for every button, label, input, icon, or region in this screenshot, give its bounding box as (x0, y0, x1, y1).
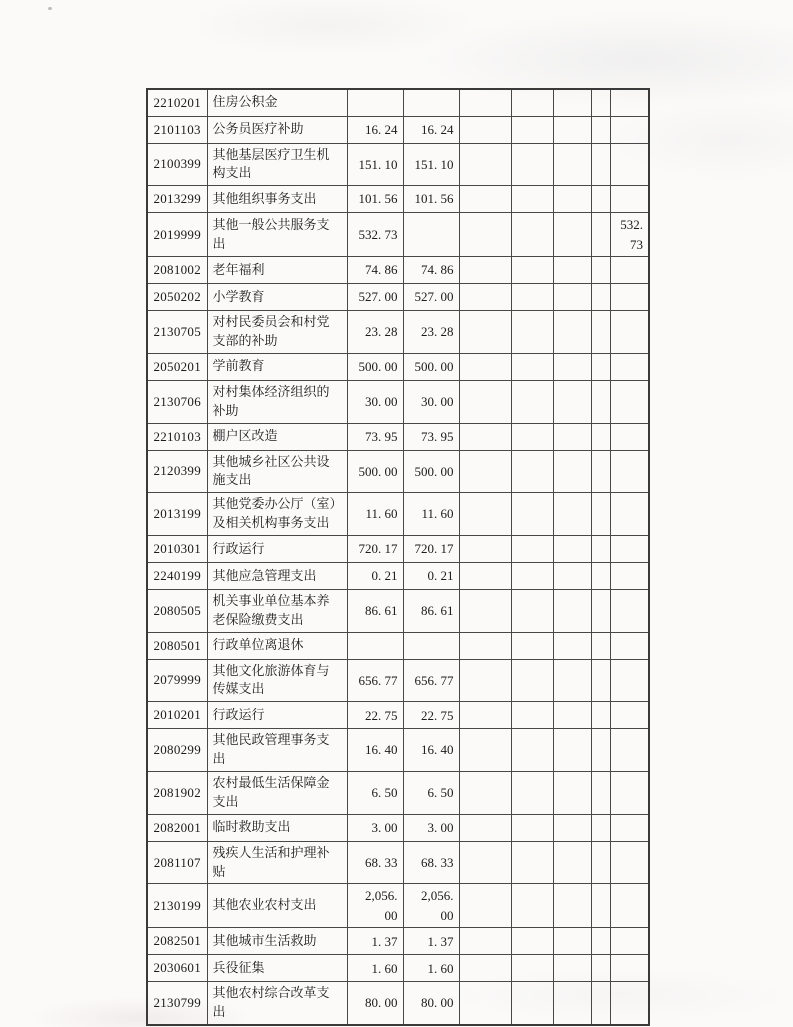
amount-cell (511, 632, 553, 659)
amount-cell: 73. 95 (403, 423, 459, 450)
amount-cell (511, 143, 553, 186)
budget-expenditure-table (146, 88, 650, 1026)
subject-code-cell: 2081002 (147, 257, 207, 284)
amount-cell (511, 423, 553, 450)
amount-cell (610, 562, 649, 589)
subject-code-cell: 2013299 (147, 186, 207, 213)
amount-cell (459, 928, 511, 955)
amount-cell (591, 257, 610, 284)
amount-cell (553, 659, 591, 702)
amount-cell (591, 982, 610, 1025)
amount-cell: 1. 37 (403, 928, 459, 955)
amount-cell (553, 632, 591, 659)
subject-name-cell: 兵役征集 (207, 955, 347, 982)
amount-cell (553, 423, 591, 450)
amount-cell (511, 955, 553, 982)
amount-cell: 500. 00 (403, 353, 459, 380)
amount-cell: 16. 40 (347, 729, 403, 772)
subject-name-cell: 公务员医疗补助 (207, 116, 347, 143)
amount-cell: 2,056. 00 (347, 884, 403, 928)
amount-cell (591, 814, 610, 841)
amount-cell (553, 257, 591, 284)
amount-cell (553, 311, 591, 354)
subject-code-cell: 2130799 (147, 982, 207, 1025)
subject-name-cell: 其他城乡社区公共设施支出 (207, 450, 347, 493)
amount-cell (459, 589, 511, 632)
subject-name-cell: 对村集体经济组织的补助 (207, 380, 347, 423)
subject-code-cell: 2082001 (147, 814, 207, 841)
subject-code-cell: 2080505 (147, 589, 207, 632)
amount-cell (511, 450, 553, 493)
amount-cell (511, 89, 553, 116)
amount-cell (511, 116, 553, 143)
amount-cell (553, 772, 591, 815)
table-row (147, 353, 649, 380)
amount-cell (610, 143, 649, 186)
amount-cell (459, 982, 511, 1025)
amount-cell (591, 311, 610, 354)
subject-name-cell: 农村最低生活保障金支出 (207, 772, 347, 815)
subject-code-cell: 2030601 (147, 955, 207, 982)
amount-cell: 720. 17 (403, 535, 459, 562)
table-row (147, 186, 649, 213)
amount-cell (553, 213, 591, 257)
amount-cell (553, 450, 591, 493)
table-row (147, 562, 649, 589)
amount-cell (591, 380, 610, 423)
amount-cell (553, 116, 591, 143)
amount-cell (610, 589, 649, 632)
amount-cell (591, 213, 610, 257)
amount-cell (610, 659, 649, 702)
amount-cell (591, 632, 610, 659)
amount-cell: 30. 00 (347, 380, 403, 423)
amount-cell (610, 186, 649, 213)
amount-cell (553, 562, 591, 589)
amount-cell (610, 380, 649, 423)
amount-cell (610, 353, 649, 380)
amount-cell (553, 702, 591, 729)
amount-cell: 101. 56 (347, 186, 403, 213)
amount-cell: 16. 24 (403, 116, 459, 143)
amount-cell (553, 841, 591, 884)
subject-name-cell: 其他党委办公厅（室）及相关机构事务支出 (207, 493, 347, 536)
amount-cell (591, 116, 610, 143)
amount-cell (553, 729, 591, 772)
subject-name-cell: 行政单位离退休 (207, 632, 347, 659)
subject-code-cell: 2210103 (147, 423, 207, 450)
scan-artifact-speck (48, 7, 52, 10)
amount-cell (553, 493, 591, 536)
subject-code-cell: 2130705 (147, 311, 207, 354)
amount-cell (459, 814, 511, 841)
amount-cell (459, 562, 511, 589)
amount-cell (511, 535, 553, 562)
subject-name-cell: 临时救助支出 (207, 814, 347, 841)
amount-cell (610, 493, 649, 536)
subject-name-cell: 机关事业单位基本养老保险缴费支出 (207, 589, 347, 632)
amount-cell (511, 284, 553, 311)
subject-code-cell: 2120399 (147, 450, 207, 493)
table-row (147, 535, 649, 562)
amount-cell (403, 213, 459, 257)
amount-cell (591, 955, 610, 982)
amount-cell: 6. 50 (347, 772, 403, 815)
amount-cell: 532. 73 (347, 213, 403, 257)
subject-code-cell: 2010301 (147, 535, 207, 562)
amount-cell (459, 353, 511, 380)
amount-cell (591, 284, 610, 311)
amount-cell (553, 186, 591, 213)
subject-name-cell: 老年福利 (207, 257, 347, 284)
subject-code-cell: 2079999 (147, 659, 207, 702)
amount-cell (459, 380, 511, 423)
amount-cell (610, 116, 649, 143)
amount-cell (591, 89, 610, 116)
subject-code-cell: 2010201 (147, 702, 207, 729)
amount-cell (591, 729, 610, 772)
amount-cell (459, 284, 511, 311)
subject-name-cell: 行政运行 (207, 702, 347, 729)
subject-code-cell: 2080501 (147, 632, 207, 659)
amount-cell: 30. 00 (403, 380, 459, 423)
amount-cell: 80. 00 (403, 982, 459, 1025)
amount-cell (610, 884, 649, 928)
subject-code-cell: 2050201 (147, 353, 207, 380)
amount-cell (591, 884, 610, 928)
amount-cell (511, 213, 553, 257)
amount-cell: 11. 60 (347, 493, 403, 536)
table-row (147, 450, 649, 493)
amount-cell (511, 380, 553, 423)
table-row (147, 659, 649, 702)
amount-cell: 68. 33 (403, 841, 459, 884)
amount-cell: 151. 10 (347, 143, 403, 186)
amount-cell: 11. 60 (403, 493, 459, 536)
subject-name-cell: 残疾人生活和护理补贴 (207, 841, 347, 884)
subject-name-cell: 小学教育 (207, 284, 347, 311)
amount-cell (403, 632, 459, 659)
subject-name-cell: 其他农业农村支出 (207, 884, 347, 928)
amount-cell: 532. 73 (610, 213, 649, 257)
amount-cell (459, 450, 511, 493)
amount-cell (459, 213, 511, 257)
subject-name-cell: 住房公积金 (207, 89, 347, 116)
subject-name-cell: 其他组织事务支出 (207, 186, 347, 213)
amount-cell (610, 311, 649, 354)
amount-cell: 23. 28 (347, 311, 403, 354)
table-row (147, 257, 649, 284)
amount-cell (610, 702, 649, 729)
amount-cell (511, 659, 553, 702)
subject-code-cell: 2130199 (147, 884, 207, 928)
table-row (147, 589, 649, 632)
amount-cell (553, 89, 591, 116)
subject-code-cell: 2210201 (147, 89, 207, 116)
amount-cell (591, 423, 610, 450)
amount-cell (610, 257, 649, 284)
amount-cell (610, 772, 649, 815)
table-row (147, 702, 649, 729)
amount-cell: 656. 77 (403, 659, 459, 702)
subject-name-cell: 其他基层医疗卫生机构支出 (207, 143, 347, 186)
amount-cell (459, 955, 511, 982)
table-row (147, 423, 649, 450)
amount-cell (591, 143, 610, 186)
subject-code-cell: 2101103 (147, 116, 207, 143)
amount-cell: 86. 61 (347, 589, 403, 632)
subject-name-cell: 其他民政管理事务支出 (207, 729, 347, 772)
amount-cell (591, 589, 610, 632)
amount-cell: 0. 21 (347, 562, 403, 589)
subject-code-cell: 2080299 (147, 729, 207, 772)
amount-cell: 527. 00 (347, 284, 403, 311)
subject-code-cell: 2082501 (147, 928, 207, 955)
subject-name-cell: 对村民委员会和村党支部的补助 (207, 311, 347, 354)
amount-cell (511, 493, 553, 536)
amount-cell: 22. 75 (403, 702, 459, 729)
amount-cell: 1. 60 (347, 955, 403, 982)
amount-cell: 23. 28 (403, 311, 459, 354)
amount-cell (511, 814, 553, 841)
amount-cell (610, 955, 649, 982)
table-row (147, 841, 649, 884)
table-row (147, 632, 649, 659)
subject-code-cell: 2240199 (147, 562, 207, 589)
amount-cell (591, 353, 610, 380)
amount-cell (511, 589, 553, 632)
amount-cell (591, 659, 610, 702)
amount-cell: 101. 56 (403, 186, 459, 213)
amount-cell (347, 632, 403, 659)
subject-name-cell: 其他城市生活救助 (207, 928, 347, 955)
amount-cell (511, 311, 553, 354)
amount-cell (591, 493, 610, 536)
amount-cell (459, 186, 511, 213)
amount-cell: 16. 40 (403, 729, 459, 772)
amount-cell (610, 284, 649, 311)
amount-cell (610, 841, 649, 884)
subject-name-cell: 其他应急管理支出 (207, 562, 347, 589)
amount-cell (610, 423, 649, 450)
amount-cell (403, 89, 459, 116)
amount-cell (610, 729, 649, 772)
amount-cell (553, 814, 591, 841)
table-row (147, 814, 649, 841)
amount-cell: 500. 00 (403, 450, 459, 493)
amount-cell: 656. 77 (347, 659, 403, 702)
subject-name-cell: 其他农村综合改革支出 (207, 982, 347, 1025)
table-row (147, 116, 649, 143)
table-body (147, 89, 649, 1025)
amount-cell (459, 535, 511, 562)
amount-cell: 3. 00 (347, 814, 403, 841)
table-row (147, 213, 649, 257)
table-row (147, 493, 649, 536)
amount-cell: 0. 21 (403, 562, 459, 589)
amount-cell: 1. 37 (347, 928, 403, 955)
amount-cell (610, 89, 649, 116)
subject-name-cell: 学前教育 (207, 353, 347, 380)
amount-cell (459, 257, 511, 284)
amount-cell (591, 450, 610, 493)
amount-cell (553, 928, 591, 955)
amount-cell (459, 143, 511, 186)
amount-cell: 74. 86 (347, 257, 403, 284)
amount-cell (553, 982, 591, 1025)
amount-cell (459, 659, 511, 702)
amount-cell (591, 535, 610, 562)
amount-cell (553, 589, 591, 632)
amount-cell: 6. 50 (403, 772, 459, 815)
amount-cell: 720. 17 (347, 535, 403, 562)
amount-cell (459, 311, 511, 354)
amount-cell (511, 186, 553, 213)
table-row (147, 955, 649, 982)
amount-cell (459, 841, 511, 884)
amount-cell (511, 928, 553, 955)
table-row (147, 884, 649, 928)
subject-code-cell: 2081902 (147, 772, 207, 815)
amount-cell (459, 423, 511, 450)
table-row (147, 928, 649, 955)
amount-cell (459, 702, 511, 729)
amount-cell (553, 535, 591, 562)
amount-cell (610, 450, 649, 493)
amount-cell (610, 814, 649, 841)
table-row (147, 311, 649, 354)
table-row (147, 89, 649, 116)
amount-cell (511, 702, 553, 729)
table-row (147, 772, 649, 815)
amount-cell: 527. 00 (403, 284, 459, 311)
amount-cell (553, 353, 591, 380)
amount-cell (610, 632, 649, 659)
amount-cell: 500. 00 (347, 450, 403, 493)
amount-cell (553, 380, 591, 423)
amount-cell: 16. 24 (347, 116, 403, 143)
amount-cell: 68. 33 (347, 841, 403, 884)
table-row (147, 380, 649, 423)
amount-cell: 2,056. 00 (403, 884, 459, 928)
amount-cell: 74. 86 (403, 257, 459, 284)
amount-cell (459, 772, 511, 815)
amount-cell (459, 729, 511, 772)
amount-cell (591, 562, 610, 589)
amount-cell (511, 562, 553, 589)
subject-code-cell: 2013199 (147, 493, 207, 536)
amount-cell (591, 702, 610, 729)
amount-cell (591, 928, 610, 955)
amount-cell (459, 493, 511, 536)
amount-cell (591, 772, 610, 815)
amount-cell (511, 353, 553, 380)
amount-cell (459, 89, 511, 116)
table-row (147, 729, 649, 772)
amount-cell: 73. 95 (347, 423, 403, 450)
amount-cell (459, 116, 511, 143)
amount-cell: 500. 00 (347, 353, 403, 380)
amount-cell (610, 982, 649, 1025)
amount-cell: 22. 75 (347, 702, 403, 729)
amount-cell (553, 143, 591, 186)
subject-code-cell: 2050202 (147, 284, 207, 311)
amount-cell (511, 729, 553, 772)
subject-name-cell: 其他一般公共服务支出 (207, 213, 347, 257)
subject-code-cell: 2100399 (147, 143, 207, 186)
amount-cell (553, 284, 591, 311)
subject-code-cell: 2081107 (147, 841, 207, 884)
amount-cell: 80. 00 (347, 982, 403, 1025)
amount-cell (511, 884, 553, 928)
table-row (147, 982, 649, 1025)
amount-cell (459, 632, 511, 659)
subject-code-cell: 2019999 (147, 213, 207, 257)
amount-cell (553, 955, 591, 982)
amount-cell (591, 841, 610, 884)
amount-cell: 151. 10 (403, 143, 459, 186)
amount-cell (511, 257, 553, 284)
amount-cell (553, 884, 591, 928)
subject-name-cell: 行政运行 (207, 535, 347, 562)
amount-cell: 86. 61 (403, 589, 459, 632)
amount-cell (610, 928, 649, 955)
amount-cell (511, 772, 553, 815)
amount-cell (459, 884, 511, 928)
subject-name-cell: 棚户区改造 (207, 423, 347, 450)
table-row (147, 143, 649, 186)
amount-cell (610, 535, 649, 562)
amount-cell: 1. 60 (403, 955, 459, 982)
amount-cell (347, 89, 403, 116)
subject-code-cell: 2130706 (147, 380, 207, 423)
table-row (147, 284, 649, 311)
subject-name-cell: 其他文化旅游体育与传媒支出 (207, 659, 347, 702)
amount-cell (511, 841, 553, 884)
amount-cell: 3. 00 (403, 814, 459, 841)
amount-cell (591, 186, 610, 213)
amount-cell (511, 982, 553, 1025)
